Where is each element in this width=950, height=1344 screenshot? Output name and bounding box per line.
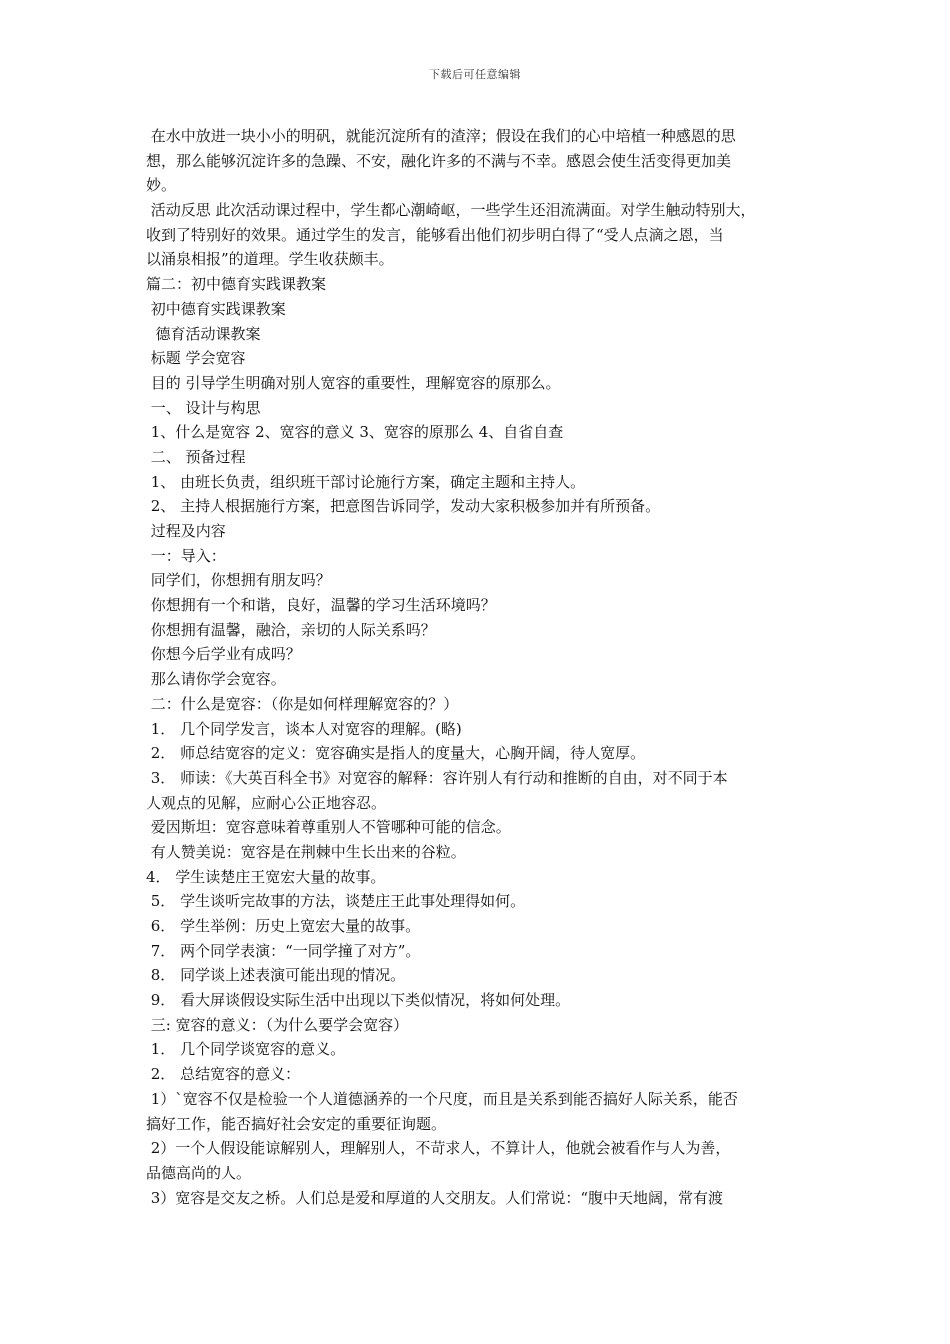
text-line: 同学们，你想拥有朋友吗？ xyxy=(146,571,331,590)
text-line: 品德高尚的人。 xyxy=(146,1163,252,1182)
text-line: 2、 主持人根据施行方案，把意图告诉同学，发动大家积极参加并有所预备。 xyxy=(146,497,661,516)
text-line: 活动反思 此次活动课过程中，学生都心潮崎岖，一些学生还泪流满面。对学生触动特别大， xyxy=(146,201,756,220)
text-line: 6． 学生举例：历史上宽宏大量的故事。 xyxy=(146,917,421,935)
text-line: 想，那么能够沉淀许多的急躁、不安，融化许多的不满与不幸。感恩会使生活变得更加美 xyxy=(146,151,732,170)
text-line: 爱因斯坦：宽容意味着尊重别人不管哪种可能的信念。 xyxy=(146,818,511,837)
text-line: 搞好工作，能否搞好社会安定的重要征询题。 xyxy=(146,1114,447,1133)
document-body xyxy=(146,124,808,1210)
text-line: 德育活动课教案 xyxy=(146,324,261,343)
text-line: 一、 设计与构思 xyxy=(146,398,261,417)
text-line: 你想今后学业有成吗？ xyxy=(146,645,301,664)
text-line: 2． 总结宽容的意义： xyxy=(146,1065,301,1084)
text-line: 收到了特别好的效果。通过学生的发言，能够看出他们初步明白得了“受人点滴之恩，当 xyxy=(146,225,724,244)
text-line: 过程及内容 xyxy=(146,522,226,540)
text-line: 以涌泉相报”的道理。学生收获颇丰。 xyxy=(146,250,394,269)
text-line: 1． 几个同学谈宽容的意义。 xyxy=(146,1040,346,1059)
text-line: 初中德育实践课教案 xyxy=(146,299,286,318)
text-line: 3）宽容是交友之桥。人们总是爱和厚道的人交朋友。人们常说：“腹中天地阔，常有渡 xyxy=(146,1188,723,1207)
text-line: 3． 师读：《大英百科全书》对宽容的解释：容许别人有行动和推断的自由，对不同于本 xyxy=(146,768,728,787)
text-line: 二：什么是宽容：（你是如何样理解宽容的？） xyxy=(146,694,459,713)
page-header: 下载后可任意编辑 xyxy=(429,68,521,81)
text-line: 7． 两个同学表演：“一同学撞了对方”。 xyxy=(146,941,421,960)
text-line: 1、 由班长负责，组织班干部讨论施行方案，确定主题和主持人。 xyxy=(146,472,586,491)
text-line: 人观点的见解，应耐心公正地容忍。 xyxy=(146,793,387,812)
text-line: 妙。 xyxy=(146,176,177,195)
text-line: 4． 学生读楚庄王宽宏大量的故事。 xyxy=(146,867,386,886)
text-line: 一：导入： xyxy=(146,546,226,565)
text-line: 篇二：初中德育实践课教案 xyxy=(146,275,327,294)
text-line: 2． 师总结宽容的定义：宽容确实是指人的度量大，心胸开阔，待人宽厚。 xyxy=(146,744,646,763)
text-line: 9． 看大屏谈假设实际生活中出现以下类似情况，将如何处理。 xyxy=(146,991,571,1010)
text-line: 5． 学生谈听完故事的方法，谈楚庄王此事处理得如何。 xyxy=(146,892,526,911)
text-line: 你想拥有一个和谐，良好，温馨的学习生活环境吗？ xyxy=(146,596,496,615)
text-line: 目的 引导学生明确对别人宽容的重要性，理解宽容的原那么。 xyxy=(146,373,561,392)
text-line: 有人赞美说：宽容是在荆棘中生长出来的谷粒。 xyxy=(146,842,466,861)
text-line: 那么请你学会宽容。 xyxy=(146,670,286,689)
text-line: 二、 预备过程 xyxy=(146,447,246,466)
text-line: 8． 同学谈上述表演可能出现的情况。 xyxy=(146,966,406,985)
text-line: 三: 宽容的意义：（为什么要学会宽容） xyxy=(146,1015,409,1034)
text-line: 1）`宽容不仅是检验一个人道德涵养的一个尺度，而且是关系到能否搞好人际关系，能否 xyxy=(146,1089,738,1108)
text-line: 1． 几个同学发言，谈本人对宽容的理解。(略) xyxy=(146,719,462,738)
text-line: 在水中放进一块小小的明矾，就能沉淀所有的渣滓；假设在我们的心中培植一种感恩的思 xyxy=(146,127,736,145)
text-line: 1、什么是宽容 2、宽容的意义 3、宽容的原那么 4、自省自查 xyxy=(146,423,564,442)
text-line: 2）一个人假设能谅解别人，理解别人，不苛求人，不算计人，他就会被看作与人为善， xyxy=(146,1139,731,1158)
text-line: 你想拥有温馨，融洽，亲切的人际关系吗？ xyxy=(146,620,436,639)
text-line: 标题 学会宽容 xyxy=(146,349,246,368)
